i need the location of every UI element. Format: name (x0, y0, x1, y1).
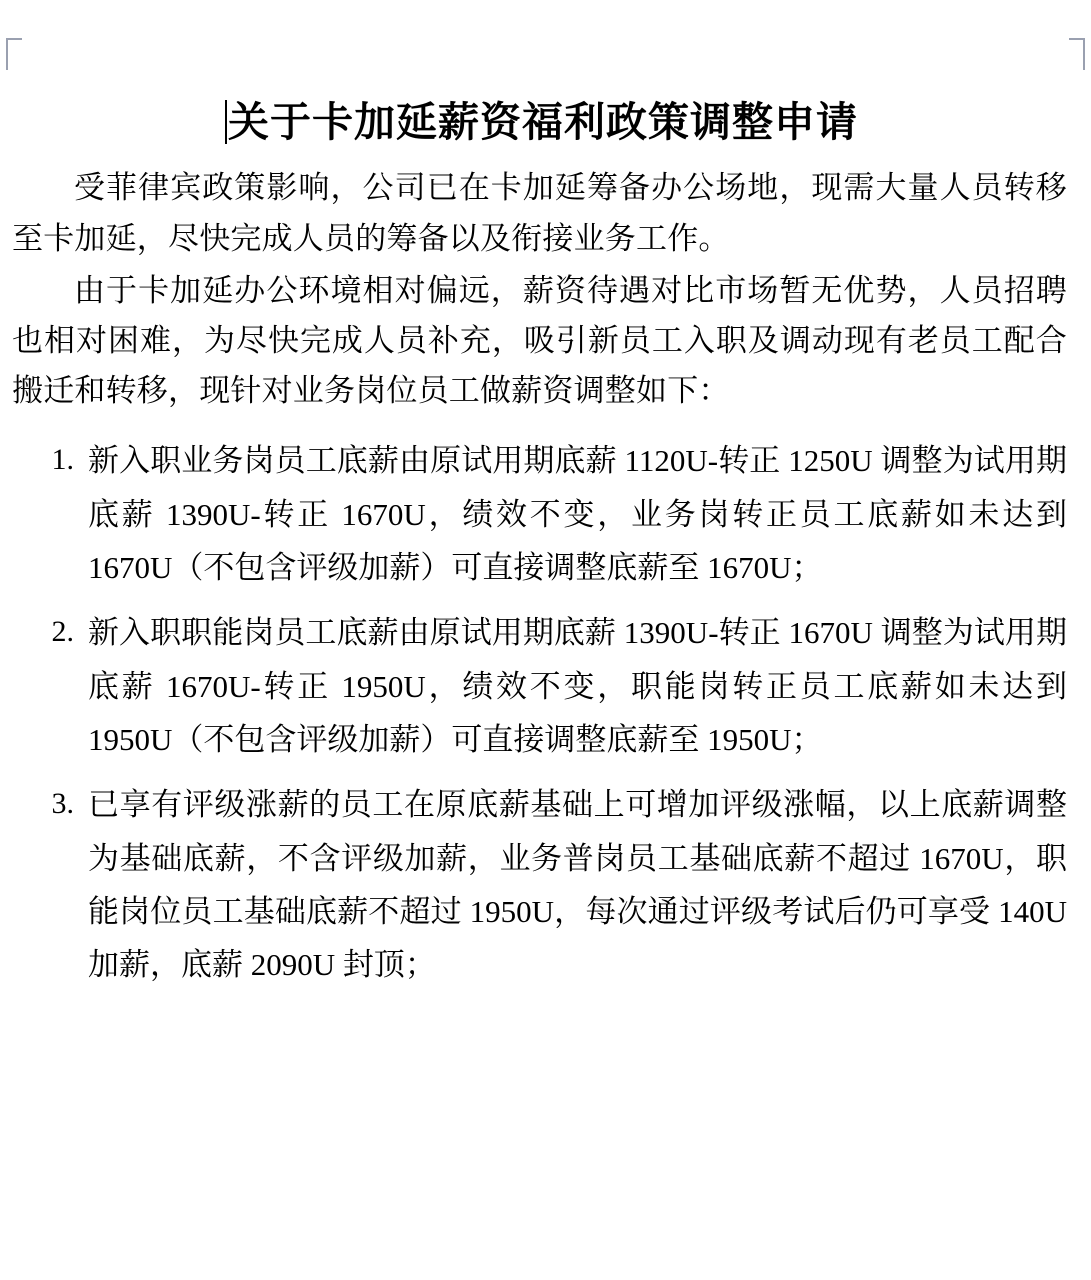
paragraph-2: 由于卡加延办公环境相对偏远，薪资待遇对比市场暂无优势，人员招聘也相对困难，为尽快完成人员补充，吸引新员工入职及调动现有老员工配合搬迁和转移，现针对业务岗位员工做薪资调整如下： (12, 272, 1067, 409)
page-margin-mark-top-right (1069, 38, 1085, 70)
page-margin-mark-top-left (6, 38, 22, 70)
page-title (10, 96, 1073, 149)
list-item: 新入职职能岗员工底薪由原试用期底薪 1390U-转正 1670U 调整为试用期底薪 1670U-转正 1950U，绩效不变，职能岗转正员工底薪如未达到 1950U（不包含评级加薪）可直接调整底薪至 1950U； (88, 615, 1067, 757)
clause-list (10, 434, 1073, 991)
document-body (0, 96, 1091, 1004)
list-item: 新入职业务岗员工底薪由原试用期底薪 1120U-转正 1250U 调整为试用期底薪 1390U-转正 1670U，绩效不变，业务岗转正员工底薪如未达到 1670U（不包含评级加薪）可直接调整底薪至 1670U； (88, 443, 1067, 586)
text-cursor (225, 100, 227, 144)
paragraph-1: 受菲律宾政策影响，公司已在卡加延筹备办公场地，现需大量人员转移至卡加延，尽快完成人员的筹备以及衔接业务工作。 (12, 170, 1067, 256)
list-item: 已享有评级涨薪的员工在原底薪基础上可增加评级涨幅，以上底薪调整为基础底薪，不含评级加薪，业务普岗员工基础底薪不超过 1670U，职能岗位员工基础底薪不超过 1950U，每次通过评级考试后仍可享受 140U 加薪，底薪 2090U 封顶； (88, 787, 1067, 983)
page-title-text: 关于卡加延薪资福利政策调整申请 (228, 99, 858, 145)
